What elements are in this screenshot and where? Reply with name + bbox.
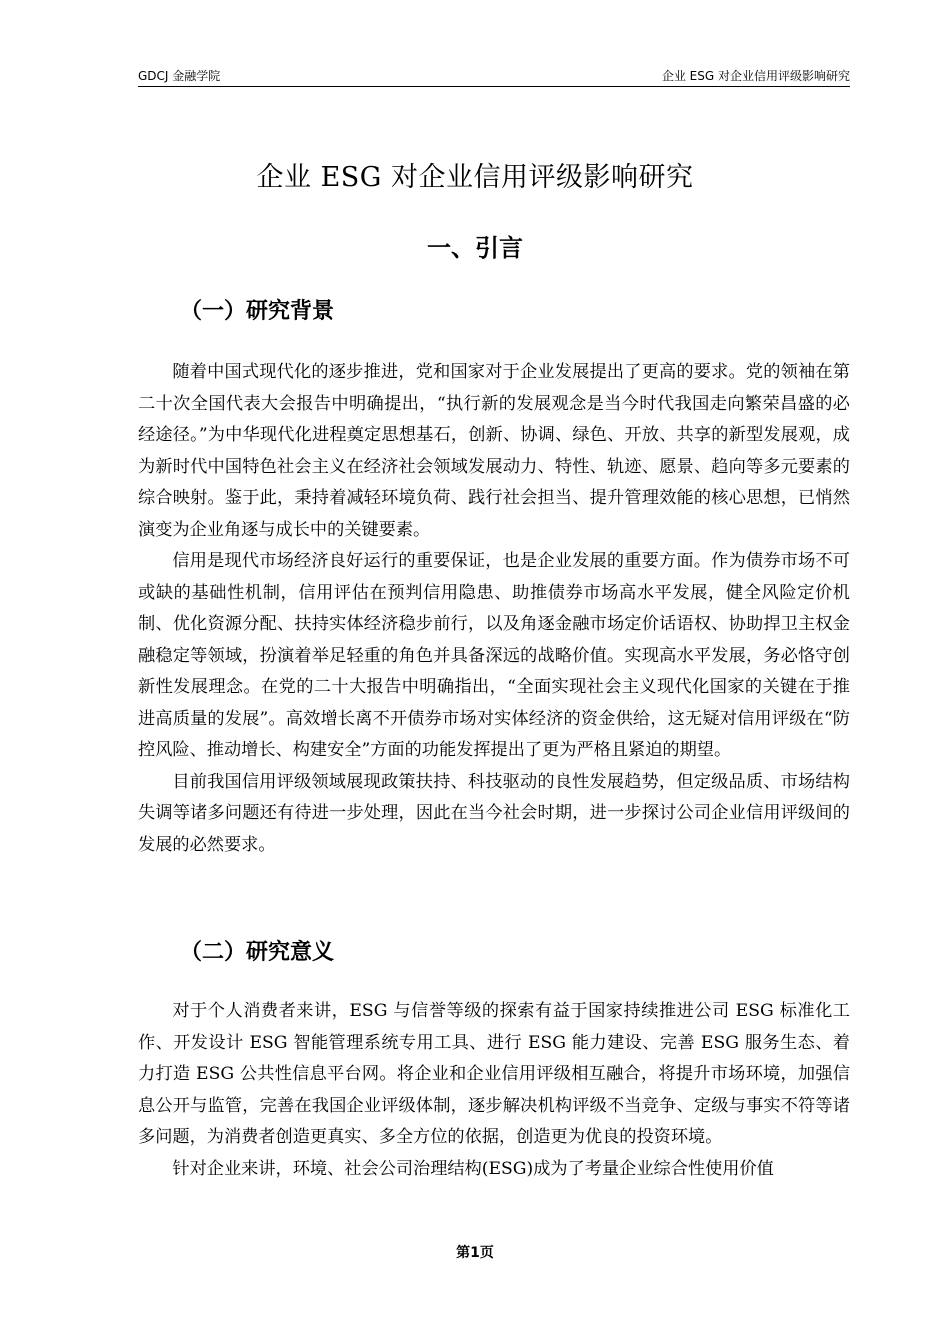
page-header [138,66,850,87]
paragraph: 对于个人消费者来讲，ESG 与信誉等级的探索有益于国家持续推进公司 ESG 标准化工作、开发设计 ESG 智能管理系统专用工具、进行 ESG 能力建设、完善 ESG 服务生态、着力打造 ESG 公共性信息平台网。将企业和企业信用评级相互融合，将提升市场环境，加强信息公开与监管，完善在我国企业评级体制，逐步解决机构评级不当竞争、定级与事实不符等诸多问题，为消费者创造更真实、多全方位的依据，创造更为优良的投资环境。 [138,1001,850,1147]
paragraph: 信用是现代市场经济良好运行的重要保证，也是企业发展的重要方面。作为债券市场不可或缺的基础性机制，信用评估在预判信用隐患、助推债券市场高水平发展，健全风险定价机制、优化资源分配、扶持实体经济稳步前行，以及角逐金融市场定价话语权、协助捍卫主权金融稳定等领域，扮演着举足轻重的角色并具备深远的战略价值。实现高水平发展，务必恪守创新性发展理念。在党的二十大报告中明确指出，“全面实现社会主义现代化国家的关键在于推进高质量的发展”。高效增长离不开债券市场对实体经济的资金供给，这无疑对信用评级在“防控风险、推动增长、构建安全”方面的功能发挥提出了更为严格且紧迫的期望。 [138,551,850,760]
header-left: GDCJ 金融学院 [138,69,221,83]
paragraph: 目前我国信用评级领域展现政策扶持、科技驱动的良性发展趋势，但定级品质、市场结构失调等诸多问题还有待进一步处理，因此在当今社会时期，进一步探讨公司企业信用评级间的发展的必然要求。 [138,771,850,855]
paragraph: 随着中国式现代化的逐步推进，党和国家对于企业发展提出了更高的要求。党的领袖在第二十次全国代表大会报告中明确提出，“执行新的发展观念是当今时代我国走向繁荣昌盛的必经途径。”为中华现代化进程奠定思想基石，创新、协调、绿色、开放、共享的新型发展观，成为新时代中国特色社会主义在经济社会领域发展动力、特性、轨迹、愿景、趋向等多元要素的综合映射。鉴于此，秉持着减轻环境负荷、践行社会担当、提升管理效能的核心思想，已悄然演变为企业角逐与成长中的关键要素。 [138,362,850,540]
subsection-heading-background: （一）研究背景 [180,299,335,324]
subsection-heading-significance: （二）研究意义 [180,940,335,965]
paragraph: 针对企业来讲，环境、社会公司治理结构(ESG)成为了考量企业综合性使用价值 [172,1158,774,1179]
significance-text [138,996,850,1185]
page-number: 第1页 [456,1245,494,1261]
document-title: 企业 ESG 对企业信用评级影响研究 [256,162,694,193]
header-right: 企业 ESG 对企业信用评级影响研究 [661,69,850,83]
section-heading-introduction: 一、引言 [427,234,523,262]
background-text [138,357,850,861]
